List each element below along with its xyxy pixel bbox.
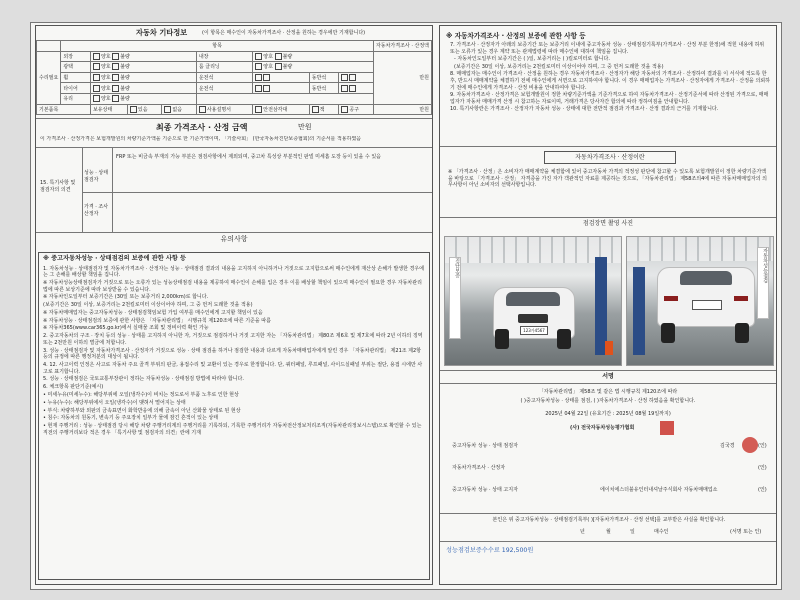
photo-wall-sign: 자동차성능점검 (757, 247, 769, 319)
checkbox[interactable] (93, 53, 100, 60)
checkbox[interactable] (255, 85, 262, 92)
notice-header: ※ 중고자동차성능 · 상태점검의 보증에 관한 사항 등 (43, 255, 186, 262)
final-price-note: 이 가격조사 · 산정가격은 보험개발원의 차량기준가액을 기준으로 한 기준가액이며, 「기술사회」 (한국자동차진단보증협회)의 기준서를 적용하였음 (40, 136, 362, 142)
row-label: 휠 (61, 72, 91, 83)
car-rear (657, 267, 755, 327)
appraisal-item: 9. 자동차가격조사 · 산정가격은 보험개발원이 정한 차량기준가액을 기준가격으로 하여 자동차가격조사 · 산정기준서에 따라 산정된 가격으로, 매매업자가 자동차 매매가격 산정 시 참고하는 자료이며, 거래가격은 당사자간 합의에 따라 정하여짐을 안내합니다. (450, 92, 769, 105)
row-label: 내장 (196, 51, 252, 62)
checkbox[interactable] (341, 74, 348, 81)
checkbox[interactable] (112, 95, 119, 102)
association-name: (사) 전국자동차성능평가협회 (570, 425, 635, 431)
lift-pillar (633, 267, 645, 355)
signer-mark: (인) (758, 487, 767, 493)
photo-section-title: 점검장면 촬영 사진 (582, 220, 634, 227)
row-label: 외장 (61, 51, 91, 62)
checkbox[interactable] (93, 74, 100, 81)
final-price-block (36, 118, 432, 148)
checkbox[interactable] (112, 85, 119, 92)
checkbox[interactable] (164, 106, 171, 113)
photo-wall-sign: 진단보증 (449, 257, 461, 339)
special-row-appraiser: 가격 · 조사 산정자 (84, 204, 109, 217)
basic-item-label: 기본품목 (37, 104, 91, 115)
inspection-photo-rear (626, 236, 774, 366)
appraisal-item: (보증기간은 30일 이상, 보증거리는 2천킬로미터 이상이어야 하며, 그 중 먼저 도래한 것을 적용) (454, 63, 664, 70)
special-notes-block (36, 148, 432, 233)
appraisal-definition-text: ※ 「가격조사 · 산정」은 소비자가 매매계약을 체결함에 있어 중고자동차 가격의 적정성 판단에 참고할 수 있도록 보험개발원이 정한 차량기준가액을 바탕으로 「가격조사 · 산정」 자격증을 가진 자가 객관적인 자료를 제공하는 것으로, 「자동차관리법」 제58조의4에 따른 자동차매매업자의 의무사항이 아닌 소비자의 선택사항입니다. (448, 169, 767, 189)
signer-name: 김국경 (720, 443, 735, 449)
receipt-text: 본인은 위 중고자동차성능 · 상태점검기록부( )[자동차가격조사 · 산정 선택]를 교부받은 사실을 확인합니다. (492, 517, 726, 523)
row-label: 광택 (61, 62, 91, 73)
notice-item: 4. 12. 사고이력 인정은 사고로 자동차 주요 골격 부위의 판금, 용접수리 및 교환이 있는 경우로 한정합니다. 단, 쿼터패널, 루프패널, 사이드실패널 부위는 절단, 용접 시에만 사고로 표기합니다. (43, 362, 423, 375)
signer-mark: (인) (758, 443, 767, 449)
notice-box (38, 252, 430, 580)
signature-date: 2025년 04월 22일 (유효기간 : 2025년 08월 19일까지) (545, 411, 671, 417)
notice-item: ※ 자동차365(www.car365.go.kr)에서 실매물 조회 및 정비이력 확인 가능 (43, 325, 209, 332)
basic-option: 보유상태 (90, 104, 127, 115)
other-info-table: 항목 자동차가격조사 · 산정액 수리필요 외장 양호 불량 내장 양호 불량 만원 광택 양호 불량 룸 클리닝 양호 불량 휠 양호 불량 운전석 동반석 타이어 양호 불량 운전석 동반석 유리 양호 불량 기본품목 보유상태 있음 없음 사용설명서 안전삼각대 잭 공구 만원 (36, 40, 432, 115)
appraisal-definition-block (440, 146, 776, 218)
appraisal-guarantee-header: ※ 자동차가격조사 · 산정의 보증에 관한 사항 등 (446, 32, 586, 40)
checkbox[interactable] (341, 106, 348, 113)
row-label: 운전석 (196, 83, 252, 94)
notice-item: • 침수: 자동차의 원동기, 변속기 등 주요장치 일부가 물에 잠긴 흔적이 있는 상태 (43, 415, 219, 422)
checkbox[interactable] (341, 85, 348, 92)
checkbox[interactable] (263, 74, 270, 81)
checkbox[interactable] (93, 95, 100, 102)
notice-item: • 누유(누수): 해당부위에서 오일(냉각수)이 맺혀서 떨어지는 상태 (43, 399, 186, 406)
row-label: 타이어 (61, 83, 91, 94)
checkbox[interactable] (275, 63, 282, 70)
notice-item: ※ 자동차성능상태점검자가 거짓으로 또는 오류가 있는 성능상태점검 내용을 제공하여 매수인이 손해를 입은 경우 이를 배상할 책임이 있으며 매수인이 필요한 경우 자동차관리법에 따른 보상기준에 따라 보상받을 수 있습니다. (43, 279, 422, 293)
notice-item: • 현재 주행거리 : 성능 · 상태점검 당시 해당 차량 주행거리계의 주행거리를 기록하되, 기록한 주행거리가 자동차전산정보처리조직(자동차관리정보시스템)으로 확인할 수 있는 직전의 주행거리보다 적은 경우 「특기사항 및 점검자의 의견」란에 기재 (43, 423, 422, 436)
row-label: 동반석 (309, 72, 339, 83)
final-price-unit: 만원 (298, 123, 312, 131)
signature-title: 서명 (602, 373, 614, 380)
checkbox[interactable] (93, 63, 100, 70)
items-header: 항목 (61, 41, 374, 52)
row-label: 유리 (61, 93, 91, 104)
notice-item: ※ 자동차성능 · 상태점검의 보증에 관한 사항은 「자동차관리법」 시행규칙 제120조에 따른 기준을 따름 (43, 317, 271, 324)
checkbox[interactable] (255, 74, 262, 81)
checkbox[interactable] (112, 63, 119, 70)
notice-item: 1. 자동차성능 · 상태점검자 및 자동차가격조사 · 산정자는 성능 · 상태점검 결과의 내용을 고지하지 아니하거나 거짓으로 고지함으로써 매수인에게 재산상 손해가 발생한 경우에는 그 손해를 배상할 책임을 집니다. (43, 265, 425, 279)
row-label: 동반석 (309, 83, 339, 94)
repair-label: 수리필요 (37, 51, 61, 104)
notice-item: 5. 성능 · 상태점검은 국토교통부장관이 정하는 자동차성능 · 상태점검 방법에 따라야 합니다. (43, 376, 244, 383)
notice-item: 3. 성능 · 상태점검자 및 자동차가격조사 · 산정자가 거짓으로 성능 · 상태 점검을 하거나 점검한 내용과 다르게 자동차매매업자에게 알린 경우 「자동차관리법」 제21조 제2항 등의 규정에 따른 행정처분의 대상이 됩니다. (43, 347, 422, 361)
final-price-label: 최종 가격조사 · 산정 금액 (156, 123, 248, 132)
notice-item: • 부식: 차량하부와 외판의 금속표면이 화학반응에 의해 금속이 아닌 산화물 상태로 된 현상 (43, 407, 241, 414)
receipt-buyer: 매수인 (654, 529, 669, 535)
checkbox[interactable] (312, 106, 319, 113)
signature-check: ( )중고자동차성능 · 상태를 점검, ( )자동차가격조사 · 산정 하였음을 확인합니다. (520, 398, 696, 404)
checkbox[interactable] (255, 106, 262, 113)
signer-name: 에이치에스더블유인터내셔날주식회사 자동차매매업소 (600, 487, 718, 493)
checkbox[interactable] (112, 53, 119, 60)
signer-mark: (인) (758, 465, 767, 471)
appraisal-item: 10. 특기사항란은 가격조사 · 산정자가 자동차 성능 · 상태에 대한 전반적 점검과 가격조사 · 산정 결과의 근거를 기재합니다. (450, 106, 719, 113)
notice-item: • 미세누유(미세누수): 해당부위에 오일(냉각수)이 비치는 정도로서 부품 노후로 인한 현상 (43, 391, 239, 398)
appraisal-item: - 자동차인도일부터 보증기간은 ( )일, 보증거리는 ( )킬로미터로 합니다. (454, 56, 610, 63)
appraisal-item: 7. 가격조사 · 산정자가 아래의 보증기간 또는 보증거리 이내에 중고자동차 성능 · 상태점검기록부(가격조사 · 산정 부분 한정)에 적힌 내용에 허위 또는 오류가 있는 경우 계약 또는 관계법령에 따라 매수인에 대하여 책임을 집니다. (450, 42, 765, 55)
signer-label: 자동차가격조사 · 산정자 (452, 465, 506, 471)
notice-item: ※ 자동차인도일부터 보증기간은 (30일 또는 보증거리 2,000km)로 합니다. (43, 294, 209, 301)
checkbox[interactable] (112, 74, 119, 81)
special-notes-label: 15. 특기사항 및 점검자의 의견 (40, 180, 76, 193)
receipt-day: 일 (630, 529, 635, 535)
appraisal-definition-title: 자동차가격조사 · 산정이란 (544, 151, 676, 164)
signer-label: 중고자동차 성능 · 상태 고지자 (452, 487, 518, 493)
inspection-fee: 성능점검보증수수료 192,500원 (446, 547, 534, 554)
price-unit: 만원 (373, 104, 431, 115)
price-unit: 만원 (373, 51, 431, 104)
license-plate: 123가4567 (520, 326, 548, 335)
checkbox[interactable] (130, 106, 137, 113)
appraisal-item: 8. 매매업자는 매수인이 가격조사 · 산정을 원하는 경우 자동차가격조사 · 산정자가 해당 자동차의 가격조사 · 산정하여 결과를 이 서식에 적도록 한 후, 반드시 매매계약을 체결하기 전에 매수인에게 서면으로 고지하여야 합니다. 이 경우 매매업자는 가격조사 · 산정자에게 가격조사 · 산정을 의뢰하기 전에 매수인에게 가격조사 · 산정 비용을 안내하여야 합니다. (450, 71, 770, 91)
receipt-sign-mark: (서명 또는 인) (730, 529, 762, 535)
association-seal (660, 421, 674, 435)
notice-item: 2. 중고자동차의 구조 · 장치 등의 성능 · 상태를 고지하지 아니한 자, 거짓으로 점검하거나 거짓 고지한 자는 「자동차관리법」 제80조 제6호 및 제7호에 따라 2년 이하의 징역 또는 2천만원 이하의 벌금에 처합니다. (43, 333, 423, 346)
notice-item: 6. 체크항목 판단기준(예시) (43, 384, 104, 391)
special-notes-text: FRP 또는 비금속 부재의 가능 부분은 점검사항에서 제외되며, 중고차 특성상 부분적인 판넬 미세흠 도장 등이 있을 수 있음 (116, 154, 381, 160)
signer-seal (742, 437, 758, 453)
inspection-photo-front (444, 236, 622, 366)
checkbox[interactable] (93, 85, 100, 92)
notice-title: 유의사항 (220, 235, 248, 243)
receipt-year: 년 (580, 529, 585, 535)
other-info-note: (이 항목은 매수인이 자동차가격조사 · 산정을 원하는 경우에만 기재합니다) (202, 30, 366, 36)
checkbox[interactable] (349, 74, 356, 81)
price-column-header: 자동차가격조사 · 산정액 (373, 41, 431, 52)
appraisal-items (450, 42, 770, 114)
notice-item: (보증기간은 30일 이상, 보증거리는 2천킬로미터 이상이어야 하며, 그 중 먼저 도래한 것을 적용) (43, 302, 253, 309)
special-row-inspector: 성능 · 상태 점검자 (84, 170, 109, 183)
signature-law: 「자동차관리법」 제58조 및 같은 법 시행규칙 제120조에 따라 (538, 389, 678, 395)
checkbox[interactable] (263, 85, 270, 92)
right-panel (439, 25, 777, 585)
row-label: 운전석 (196, 72, 252, 83)
checkbox[interactable] (199, 106, 206, 113)
notice-item: ※ 자동차매매업자는 중고자동차성능 · 상태점검책임보험 가입 여부를 매수인에게 고지할 책임이 있음 (43, 309, 263, 316)
other-info-title: 자동차 기타정보 (136, 28, 188, 37)
checkbox[interactable] (349, 85, 356, 92)
row-label: 룸 클리닝 (196, 62, 252, 73)
receipt-month: 월 (606, 529, 611, 535)
signature-section (440, 370, 776, 585)
left-panel (35, 25, 433, 585)
checkbox[interactable] (255, 63, 262, 70)
signer-label: 중고자동차 성능 · 상태 점검자 (452, 443, 518, 449)
document-sheet (30, 22, 782, 590)
checkbox[interactable] (275, 53, 282, 60)
checkbox[interactable] (255, 53, 262, 60)
